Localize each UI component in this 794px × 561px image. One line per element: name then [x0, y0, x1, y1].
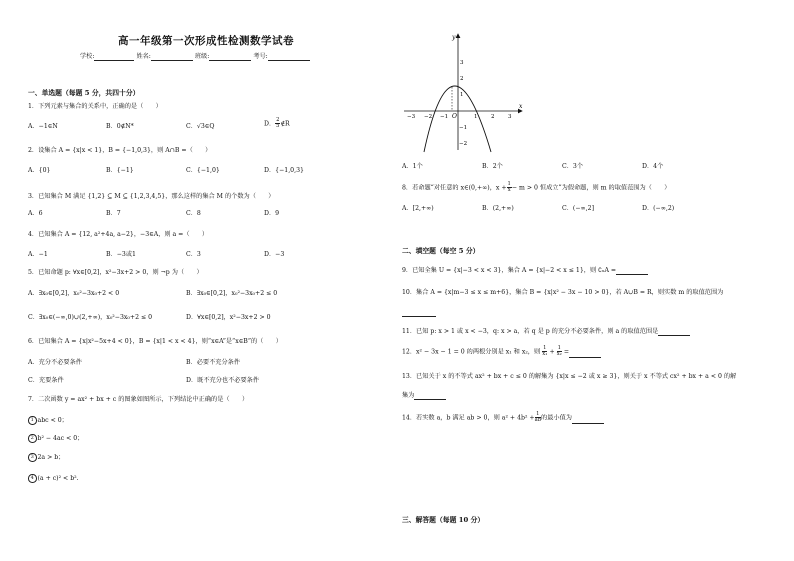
y-ticks: [459, 60, 467, 147]
question-1-option-a[interactable]: A．−1∈N: [28, 123, 58, 130]
equals-sign: =: [563, 348, 570, 356]
x-ticks: [407, 114, 512, 120]
question-2-option-b[interactable]: B．{−1}: [106, 167, 134, 174]
fraction: [542, 346, 547, 358]
question-7-option-a[interactable]: A．1个: [402, 163, 423, 170]
question-4-option-c[interactable]: C．3: [186, 251, 201, 258]
fraction-numerator: 2: [276, 117, 280, 123]
fraction-denominator: x₂: [556, 351, 562, 358]
fraction-numerator: 1: [557, 345, 561, 351]
question-text: 12．x² − 3x − 1 = 0 的两根分别是 x₁ 和 x₂，则: [402, 348, 541, 356]
y-tick-label: −1: [459, 125, 468, 131]
fraction-denominator: x: [507, 187, 511, 194]
question-7-statement-1: [28, 416, 68, 425]
exam-title: 高一年级第一次形成性检测数学试卷: [118, 35, 294, 47]
section-heading-solutions: 三、解答题（每题 10 分）: [402, 516, 485, 524]
option-d-label: D．: [264, 120, 276, 128]
option-d-tail: ∉R: [280, 120, 290, 128]
answer-blank[interactable]: [658, 328, 690, 336]
question-5-option-c[interactable]: C．∃x₀∈(−∞,0)∪(2,+∞)，x₀²−3x₀+2 ≤ 0: [28, 314, 153, 321]
question-6-stem: 6．已知集合 A = {x|x²−5x+4 < 0}，B = {x|1 < x < 4}，则“x∈A”是“x∈B”的（ ）: [28, 338, 282, 345]
question-13: [402, 373, 736, 381]
question-3-option-a[interactable]: A．6: [28, 210, 43, 217]
question-3-stem: 3．已知集合 M 满足 {1,2} ⊆ M ⊆ {1,2,3,4,5}，那么这样的集合 M 的个数为（ ）: [28, 193, 275, 200]
question-4-option-b[interactable]: B．−3或1: [106, 251, 136, 258]
statement-text: abc < 0；: [37, 416, 68, 424]
class-label: 班级:: [194, 53, 210, 60]
question-8-option-a[interactable]: A．[2,+∞): [402, 205, 434, 212]
question-7-stem: 7．二次函数 y = ax² + bx + c 的图象如图所示，下列结论中正确的是（ ）: [28, 396, 249, 403]
answer-blank[interactable]: [616, 267, 648, 275]
question-7-statement-2: [28, 434, 83, 443]
x-tick-label: 1: [474, 114, 478, 120]
x-tick-label: −3: [407, 114, 416, 120]
school-label: 学校:: [80, 53, 95, 60]
circle-number: 2: [28, 434, 37, 443]
statement-text: 2a > b；: [37, 453, 65, 461]
question-3-option-b[interactable]: B．7: [106, 210, 121, 217]
question-11: [402, 328, 690, 336]
question-10: [402, 289, 723, 297]
question-3-option-d[interactable]: D．9: [264, 210, 280, 217]
x-tick-label: 2: [491, 114, 495, 120]
fraction: [557, 346, 562, 358]
circle-number: 3: [28, 453, 37, 462]
school-field[interactable]: [94, 53, 134, 61]
question-1-stem: 1．下列元素与集合的关系中，正确的是（ ）: [28, 103, 162, 110]
question-8-option-b[interactable]: B．(2,+∞): [482, 205, 514, 212]
origin-label: O: [452, 113, 457, 120]
question-text: 集为: [402, 392, 415, 399]
question-10-answer-blank[interactable]: [402, 309, 436, 317]
section-heading-fill-in: 二、填空题（每空 5 分）: [402, 247, 480, 255]
question-text: 10．集合 A = {x|m−3 ≤ x ≤ m+6}，集合 B = {x|x² − 3x − 10 > 0}，若 A∪B = R，则实数 m 的取值范围为: [402, 289, 724, 296]
parabola-graph: [398, 30, 530, 154]
x-axis-label: x: [519, 103, 523, 110]
question-text: 14．若实数 a，b 满足 ab > 0，则 a² + 4b² +: [402, 414, 535, 422]
student-info-line: [80, 53, 310, 61]
question-text: 的最小值为: [541, 414, 572, 422]
question-6-option-c[interactable]: C．充要条件: [28, 377, 64, 384]
statement-text: (a + c)² < b².: [37, 474, 79, 482]
fraction-denominator: 5: [276, 123, 280, 130]
x-tick-label: −2: [424, 114, 433, 120]
question-12: [402, 346, 601, 358]
answer-blank[interactable]: [414, 392, 446, 400]
question-7-option-c[interactable]: C．3个: [562, 163, 584, 170]
statement-text: b² − 4ac < 0；: [37, 434, 84, 442]
fraction-denominator: x₁: [542, 351, 548, 358]
name-label: 姓名:: [136, 53, 151, 60]
question-2-option-c[interactable]: C．{−1,0}: [186, 167, 220, 174]
x-tick-label: −1: [440, 114, 449, 120]
question-6-option-d[interactable]: D．既不充分也不必要条件: [186, 377, 260, 384]
name-field[interactable]: [151, 53, 193, 61]
question-1-option-b[interactable]: B．0∉N*: [106, 123, 134, 130]
section-heading-single-choice: 一、单选题（每题 5 分，共四十分）: [28, 89, 140, 97]
x-tick-label: 3: [508, 114, 512, 120]
question-2-option-d[interactable]: D．{−1,0,3}: [264, 167, 304, 174]
plus-sign: +: [549, 348, 555, 356]
question-1-option-c[interactable]: C．√3∈Q: [186, 123, 215, 130]
y-axis-label: y: [452, 34, 456, 41]
fraction-numerator: 1: [543, 345, 547, 351]
y-tick-label: −2: [459, 141, 468, 147]
question-3-option-c[interactable]: C．8: [186, 210, 201, 217]
question-14: [402, 412, 604, 424]
question-2-option-a[interactable]: A．{0}: [28, 167, 51, 174]
answer-blank[interactable]: [572, 416, 604, 424]
question-5-option-a[interactable]: A．∃x₀∈[0,2]，x₀²−3x₀+2 < 0: [28, 290, 120, 297]
question-1-option-d[interactable]: [264, 118, 290, 130]
question-7-statement-3: [28, 453, 64, 462]
fraction-numerator: 1: [536, 411, 540, 417]
question-6-option-b[interactable]: B．必要不充分条件: [186, 359, 241, 366]
question-2-stem: 2．设集合 A = {x|x < 1}，B = {−1,0,3}，则 A∩B =（ ）: [28, 147, 212, 154]
question-text: 13．已知关于 x 的不等式 ax² + bx + c ≤ 0 的解集为 {x|x ≤ −2 或 x ≥ 3}，则关于 x 不等式 cx² + bx + a < 0 的解: [402, 373, 737, 380]
question-5-stem: 5．已知命题 p: ∀x∈[0,2]，x²−3x+2 > 0，则 ¬p 为（ ）: [28, 269, 203, 276]
question-text: 11．已知 p: x > 1 或 x < −3，q: x > a，若 q 是 p 的充分不必要条件，则 a 的取值范围是: [402, 328, 659, 335]
question-4-option-d[interactable]: D．−3: [264, 251, 285, 258]
circle-number: 4: [28, 474, 37, 483]
exam-number-field[interactable]: [268, 53, 310, 61]
parabola-curve: [424, 86, 491, 152]
question-8-option-d[interactable]: D．(−∞,2): [642, 205, 675, 212]
fraction-numerator: 1: [507, 181, 511, 187]
question-6-option-a[interactable]: A．充分不必要条件: [28, 359, 82, 366]
question-8-option-c[interactable]: C．(−∞,2]: [562, 205, 594, 212]
y-tick-label: 3: [460, 60, 464, 66]
y-tick-label: 2: [460, 76, 464, 82]
question-8-stem: [402, 182, 670, 194]
question-5-option-d[interactable]: D．∀x∈[0,2]，x²−3x+2 > 0: [186, 314, 271, 321]
question-4-stem: 4．已知集合 A = {12, a²+4a, a−2}，−3∈A，则 a =（ ）: [28, 231, 209, 238]
question-4-option-a[interactable]: A．−1: [28, 251, 48, 258]
answer-blank[interactable]: [569, 350, 601, 358]
stem-part: 8．若命题“对任意的 x∈(0,+∞)，x +: [402, 184, 507, 192]
exam-number-label: 考号:: [253, 53, 268, 60]
question-7-statement-4: [28, 474, 79, 483]
y-tick-label: 1: [460, 92, 464, 98]
question-text: 9．已知全集 U = {x|−3 < x < 3}，集合 A = {x|−2 < x ≤ 1}，则 ∁ᵤA =: [402, 267, 617, 274]
question-5-option-b[interactable]: B．∃x₀∈[0,2]，x₀²−3x₀+2 ≤ 0: [186, 290, 278, 297]
fraction-denominator: ab: [534, 417, 542, 424]
stem-part: − m > 0 恒成立”为假命题，则 m 的取值范围为（ ）: [511, 184, 671, 192]
question-7-option-b[interactable]: B．2个: [482, 163, 503, 170]
circle-number: 1: [28, 416, 37, 425]
class-field[interactable]: [209, 53, 251, 61]
question-7-option-d[interactable]: D．4个: [642, 163, 664, 170]
question-13-continued: [402, 392, 446, 400]
question-9: [402, 267, 648, 275]
